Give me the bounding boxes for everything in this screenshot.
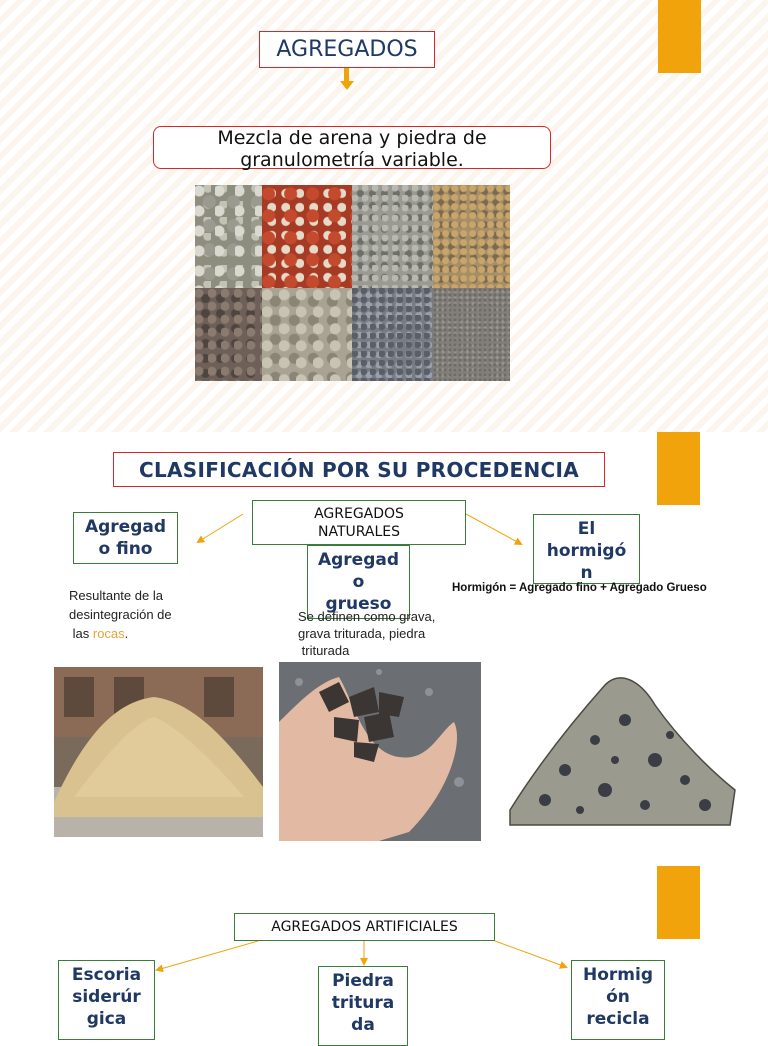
slide-agregados — [0, 0, 768, 432]
definition-line: Mezcla de arena y piedra de — [217, 127, 487, 149]
description-line: las rocas. — [72, 626, 129, 641]
box-label: Agregad — [84, 517, 167, 537]
box-label: grueso — [325, 594, 392, 614]
crushed-stone-box — [318, 966, 408, 1046]
box-label: AGREGADOS — [314, 505, 404, 522]
rocks-link[interactable]: rocas — [92, 626, 125, 641]
down-arrow-icon — [339, 68, 355, 92]
box-label: Piedra — [332, 971, 394, 991]
description-line: Resultante de la — [69, 588, 163, 603]
box-label: gica — [86, 1009, 127, 1029]
mixed-stone-photo — [195, 288, 262, 381]
definition-line: granulometría variable. — [240, 149, 464, 171]
box-label: Hormig — [582, 965, 653, 985]
sand-photo — [433, 288, 510, 381]
box-label: tritura — [331, 993, 395, 1013]
box-label: ón — [606, 987, 630, 1007]
limestone-gravel-photo — [262, 288, 352, 381]
slide-artificiales — [0, 864, 768, 1035]
description-line: triturada — [301, 643, 350, 658]
artificial-aggregates-box — [234, 913, 495, 941]
box-label: da — [351, 1015, 375, 1035]
crushed-stone-photo — [352, 185, 433, 288]
slag-box — [58, 960, 155, 1040]
definition-box — [153, 126, 551, 169]
hand-gravel-photo — [279, 662, 481, 841]
box-label: siderúr — [72, 987, 141, 1007]
box-label: Agregad — [317, 550, 400, 570]
natural-aggregates-box — [252, 500, 466, 545]
fine-aggregate-description — [69, 586, 219, 643]
concrete-box — [533, 514, 640, 584]
accent-tab — [658, 0, 701, 73]
basalt-gravel-photo — [352, 288, 433, 381]
box-label: hormigó — [546, 541, 627, 561]
description-line: Se definen como grava, — [298, 609, 436, 624]
description-line: desintegración de — [69, 607, 172, 622]
box-label: El — [577, 519, 596, 539]
box-label: NATURALES — [317, 523, 401, 540]
box-label: AGREGADOS ARTIFICIALES — [271, 919, 458, 935]
red-lava-rock-photo — [262, 185, 352, 288]
box-label: Escoria — [71, 965, 142, 985]
aggregates-photo-grid — [195, 185, 510, 381]
concrete-formula: Hormigón = Agregado fino + Agregado Grueso — [452, 582, 707, 594]
sand-pile-photo — [54, 667, 263, 837]
slide-clasificacion — [0, 432, 768, 864]
fine-aggregate-box — [73, 512, 178, 564]
description-line: grava triturada, piedra — [298, 626, 426, 641]
box-label: recicla — [586, 1009, 650, 1029]
coarse-aggregate-description — [298, 608, 468, 659]
concrete-pile-illustration — [505, 660, 740, 840]
recycled-concrete-box — [571, 960, 665, 1040]
pea-gravel-photo — [433, 185, 510, 288]
slide-title-text: CLASIFICACIÓN POR SU PROCEDENCIA — [138, 457, 580, 482]
box-label: n — [580, 563, 593, 583]
slide-title-text: AGREGADOS — [276, 37, 418, 62]
gravel-photo — [195, 185, 262, 288]
box-label: o — [352, 572, 365, 592]
box-label: o fino — [98, 539, 153, 559]
slide-title — [259, 31, 435, 68]
